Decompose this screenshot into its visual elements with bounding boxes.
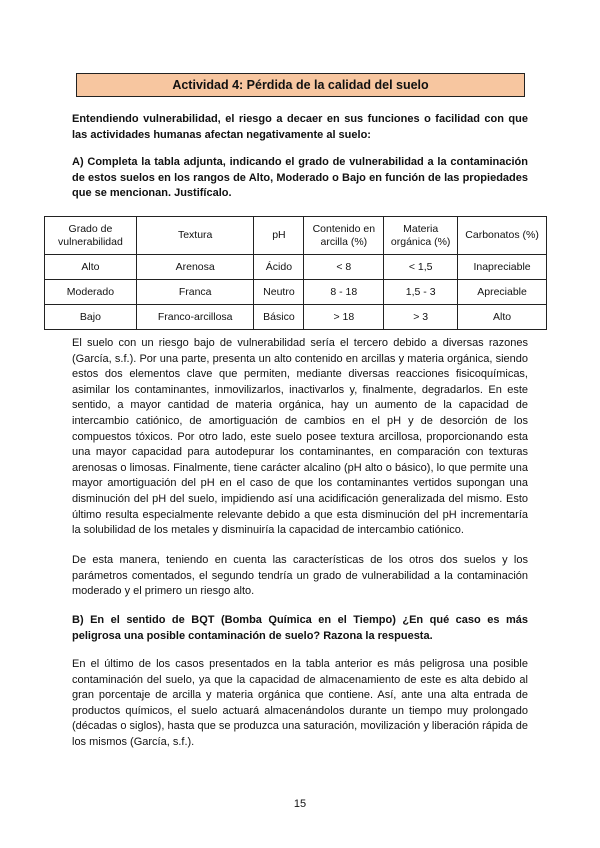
table-cell: Moderado [45,280,137,305]
table-cell: 1,5 - 3 [384,280,458,305]
question-a: A) Completa la tabla adjunta, indicando el grado de vulnerabilidad a la contaminación de estos suelos en los rangos de Alto, Moderado o Bajo en función de las propiedades que se mencionan. Justifícalo. [72,156,528,200]
table-cell: Arenosa [136,255,254,280]
header-clay: Contenido en arcilla (%) [304,217,384,255]
answer-a-paragraph-1: El suelo con un riesgo bajo de vulnerabilidad sería el tercero debido a diversas razones (García, s.f.). Por una parte, presenta un alto contenido en arcillas y materia orgánica, siendo estos dos elementos clave que permiten, mediante diversas reacciones fisicoquímicas, asimilar los contaminantes, inmovilizarlos, inactivarlos y, finalmente, degradarlos. En este sentido, a mayor cantidad de materia orgánica, hay un aumento de la capacidad de intercambio catiónico, de amortiguación de cambios en el pH y de desorción de los compuestos tóxicos. Por otro lado, este suelo posee textura arcillosa, proporcionando esta una mayor capacidad para autodepurar los contaminantes, en comparación con texturas arenosas o limosas. Finalmente, tiene carácter alcalino (pH alto o básico), lo que permite una mayor amortiguación del pH en el caso de que los contaminantes vertidos supongan una disminución del pH del suelo, impidiendo así una acidificación generalizada del mismo. Esto último resulta especialmente relevante debido a que esta disminución del pH incrementaría la solubilidad de los metales y disminuiría la capacidad de intercambio catiónico. [72,337,528,537]
table-cell: > 3 [384,305,458,330]
table-cell: Alto [458,305,547,330]
table-cell: Alto [45,255,137,280]
header-carbonates: Carbonatos (%) [458,217,547,255]
table-cell: Neutro [254,280,304,305]
intro-text: Entendiendo vulnerabilidad, el riesgo a decaer en sus funciones o facilidad con que las actividades humanas afectan negativamente al suelo: [72,113,528,141]
table-cell: Bajo [45,305,137,330]
activity-title-box [76,73,525,97]
header-ph: pH [254,217,304,255]
table-cell: < 1,5 [384,255,458,280]
answer-a-paragraph-2: De esta manera, teniendo en cuenta las características de los otros dos suelos y los parámetros comentados, el segundo tendría un grado de vulnerabilidad a la contaminación moderado y el primero un riesgo alto. [72,554,528,598]
table-cell: Inapreciable [458,255,547,280]
header-organic-matter: Materia orgánica (%) [384,217,458,255]
vulnerability-table [44,216,547,330]
table-cell: > 18 [304,305,384,330]
page-number: 15 [293,798,307,810]
table-row [45,280,547,305]
table-cell: Franco-arcillosa [136,305,254,330]
table-cell: 8 - 18 [304,280,384,305]
activity-title: Actividad 4: Pérdida de la calidad del suelo [172,78,429,92]
table-row [45,255,547,280]
table-row [45,305,547,330]
table-cell: Ácido [254,255,304,280]
answer-b: En el último de los casos presentados en la tabla anterior es más peligrosa una posible contaminación del suelo, ya que la capacidad de almacenamiento de este es alta debido al gran porcentaje de arcilla y materia orgánica que contiene. Así, ante una alta entrada de productos químicos, el suelo actuará almacenándolos durante un tiempo muy prolongado (décadas o siglos), hasta que se produzca una saturación, movilización y liberación rápida de los mismos (García, s.f.). [72,658,528,748]
table-cell: Básico [254,305,304,330]
table-cell: Franca [136,280,254,305]
question-b: B) En el sentido de BQT (Bomba Química en el Tiempo) ¿En qué caso es más peligrosa una posible contaminación de suelo? Razona la respuesta. [72,614,528,642]
header-vulnerability: Grado de vulnerabilidad [45,217,137,255]
table-header-row [45,217,547,255]
table-cell: < 8 [304,255,384,280]
header-texture: Textura [136,217,254,255]
table-cell: Apreciable [458,280,547,305]
